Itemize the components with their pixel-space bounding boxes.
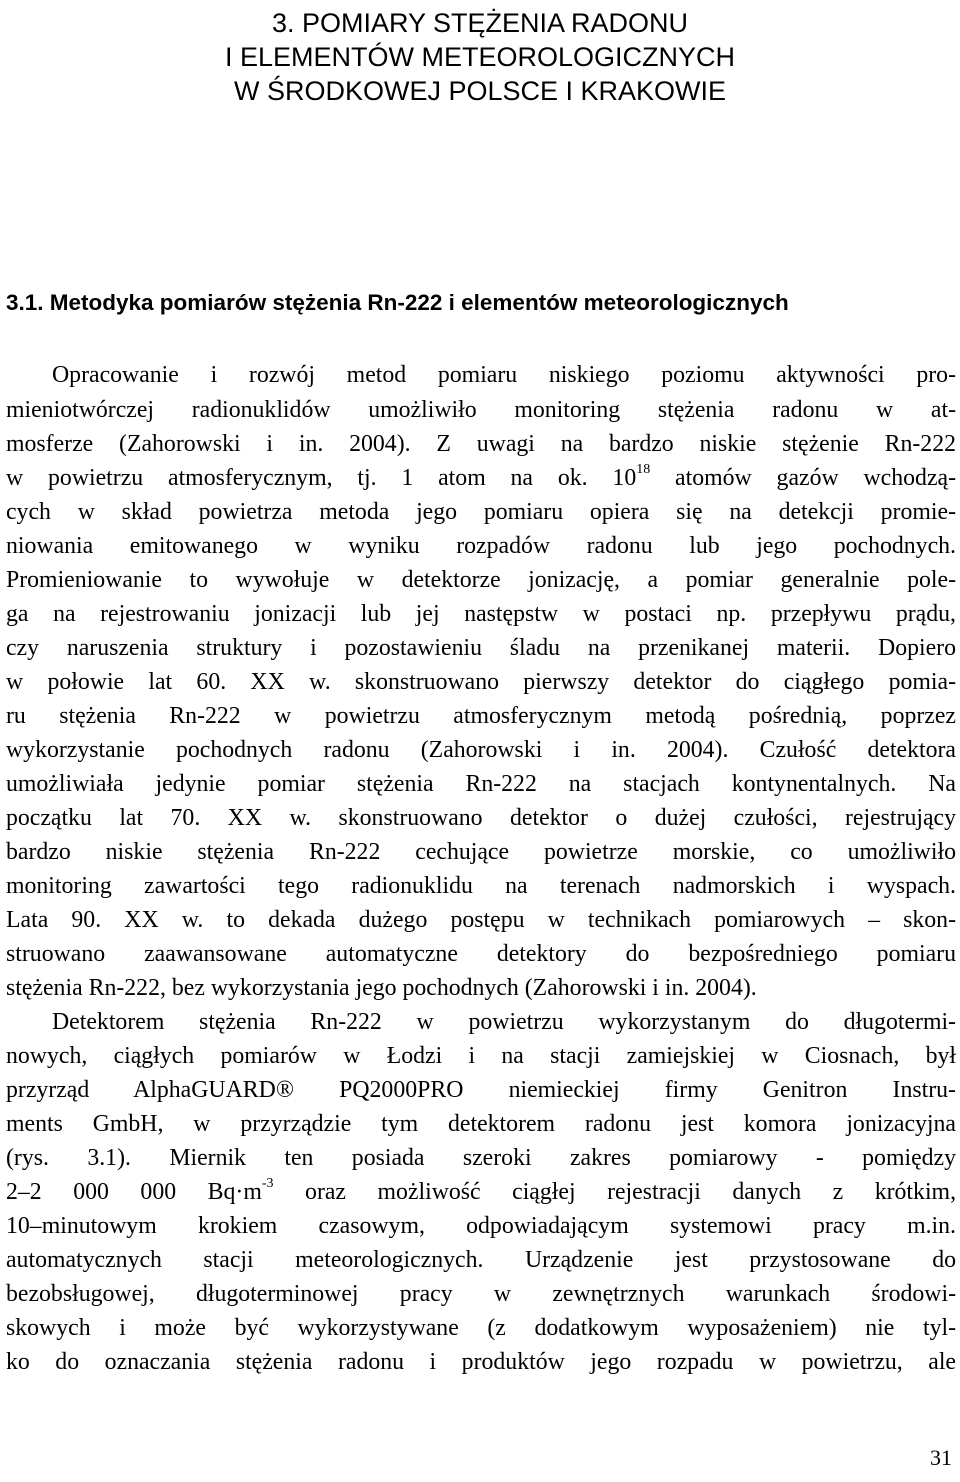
paragraph-1 [6,357,956,1005]
text-line: Lata 90. XX w. to dekada dużego postępu w technikach pomiarowych – skon- [6,907,956,933]
paragraph-2 [6,1005,956,1379]
superscript-exponent: -3 [261,1176,274,1191]
text-line: Detektorem stężenia Rn-222 w powietrzu wykorzystanym do długotermi- [52,1009,956,1035]
chapter-heading-line-1: 3. POMIARY STĘŻENIA RADONU [271,8,689,38]
text-line: bardzo niskie stężenia Rn-222 cechujące powietrze morskie, co umożliwiło [6,839,956,865]
text-line: 10–minutowym krokiem czasowym, odpowiadającym systemowi pracy m.in. [6,1213,956,1239]
text-segment: 2–2 000 000 Bq·m [6,1179,262,1205]
text-line: monitoring zawartości tego radionuklidu na terenach nadmorskich i wyspach. [6,873,956,899]
chapter-heading [0,6,960,108]
text-line: mieniotwórczej radionuklidów umożliwiło monitoring stężenia radonu w at- [6,397,956,423]
text-line: ru stężenia Rn-222 w powietrzu atmosferycznym metodą pośrednią, poprzez [6,703,956,729]
text-line: czy naruszenia struktury i pozostawieniu śladu na przenikanej materii. Dopiero [6,635,956,661]
text-line: w połowie lat 60. XX w. skonstruowano pierwszy detektor do ciągłego pomia- [6,669,956,695]
text-segment: oraz możliwość ciągłej rejestracji danych z krótkim, [273,1179,957,1205]
text-line: ments GmbH, w przyrządzie tym detektorem radonu jest komora jonizacyjna [6,1111,956,1137]
text-line: ko do oznaczania stężenia radonu i produktów jego rozpadu w powietrzu, ale [6,1349,956,1375]
text-segment: w powietrzu atmosferycznym, tj. 1 atom na ok. 10 [6,465,637,491]
text-line: nowych, ciągłych pomiarów w Łodzi i na stacji zamiejskiej w Ciosnach, był [6,1043,956,1069]
text-line: Opracowanie i rozwój metod pomiaru niskiego poziomu aktywności pro- [52,362,956,388]
text-line: automatycznych stacji meteorologicznych. Urządzenie jest przystosowane do [6,1247,956,1273]
text-line [6,461,956,495]
superscript-exponent: 18 [636,462,651,477]
page-number: 31 [930,1445,952,1470]
text-line: stężenia Rn-222, bez wykorzystania jego pochodnych (Zahorowski i in. 2004). [6,975,757,1001]
section-heading: 3.1. Metodyka pomiarów stężenia Rn-222 i elementów meteorologicznych [6,290,789,315]
text-line: niowania emitowanego w wyniku rozpadów radonu lub jego pochodnych. [6,533,956,559]
text-line: skowych i może być wykorzystywane (z dodatkowym wyposażeniem) nie tyl- [6,1315,956,1341]
chapter-heading-line-2: I ELEMENTÓW METEOROLOGICZNYCH [224,42,736,72]
text-line: Promieniowanie to wywołuje w detektorze jonizację, a pomiar generalnie pole- [6,567,956,593]
text-line: początku lat 70. XX w. skonstruowano detektor o dużej czułości, rejestrujący [6,805,956,831]
text-line: ga na rejestrowaniu jonizacji lub jej następstw w postaci np. przepływu prądu, [6,601,956,627]
text-line: wykorzystanie pochodnych radonu (Zahorowski i in. 2004). Czułość detektora [6,737,956,763]
text-line [6,1175,956,1209]
text-line: bezobsługowej, długoterminowej pracy w zewnętrznych warunkach środowi- [6,1281,956,1307]
body-text [6,357,956,1379]
text-line: (rys. 3.1). Miernik ten posiada szeroki zakres pomiarowy - pomiędzy [6,1145,956,1171]
text-segment: atomów gazów wchodzą- [650,465,956,491]
text-line: struowano zaawansowane automatyczne detektory do bezpośredniego pomiaru [6,941,956,967]
text-line: umożliwiała jedynie pomiar stężenia Rn-222 na stacjach kontynentalnych. Na [6,771,956,797]
chapter-heading-line-3: W ŚRODKOWEJ POLSCE I KRAKOWIE [233,76,727,106]
text-line: cych w skład powietrza metoda jego pomiaru opiera się na detekcji promie- [6,499,956,525]
text-line: mosferze (Zahorowski i in. 2004). Z uwagi na bardzo niskie stężenie Rn-222 [6,431,956,457]
text-line: przyrząd AlphaGUARD® PQ2000PRO niemieckiej firmy Genitron Instru- [6,1077,956,1103]
